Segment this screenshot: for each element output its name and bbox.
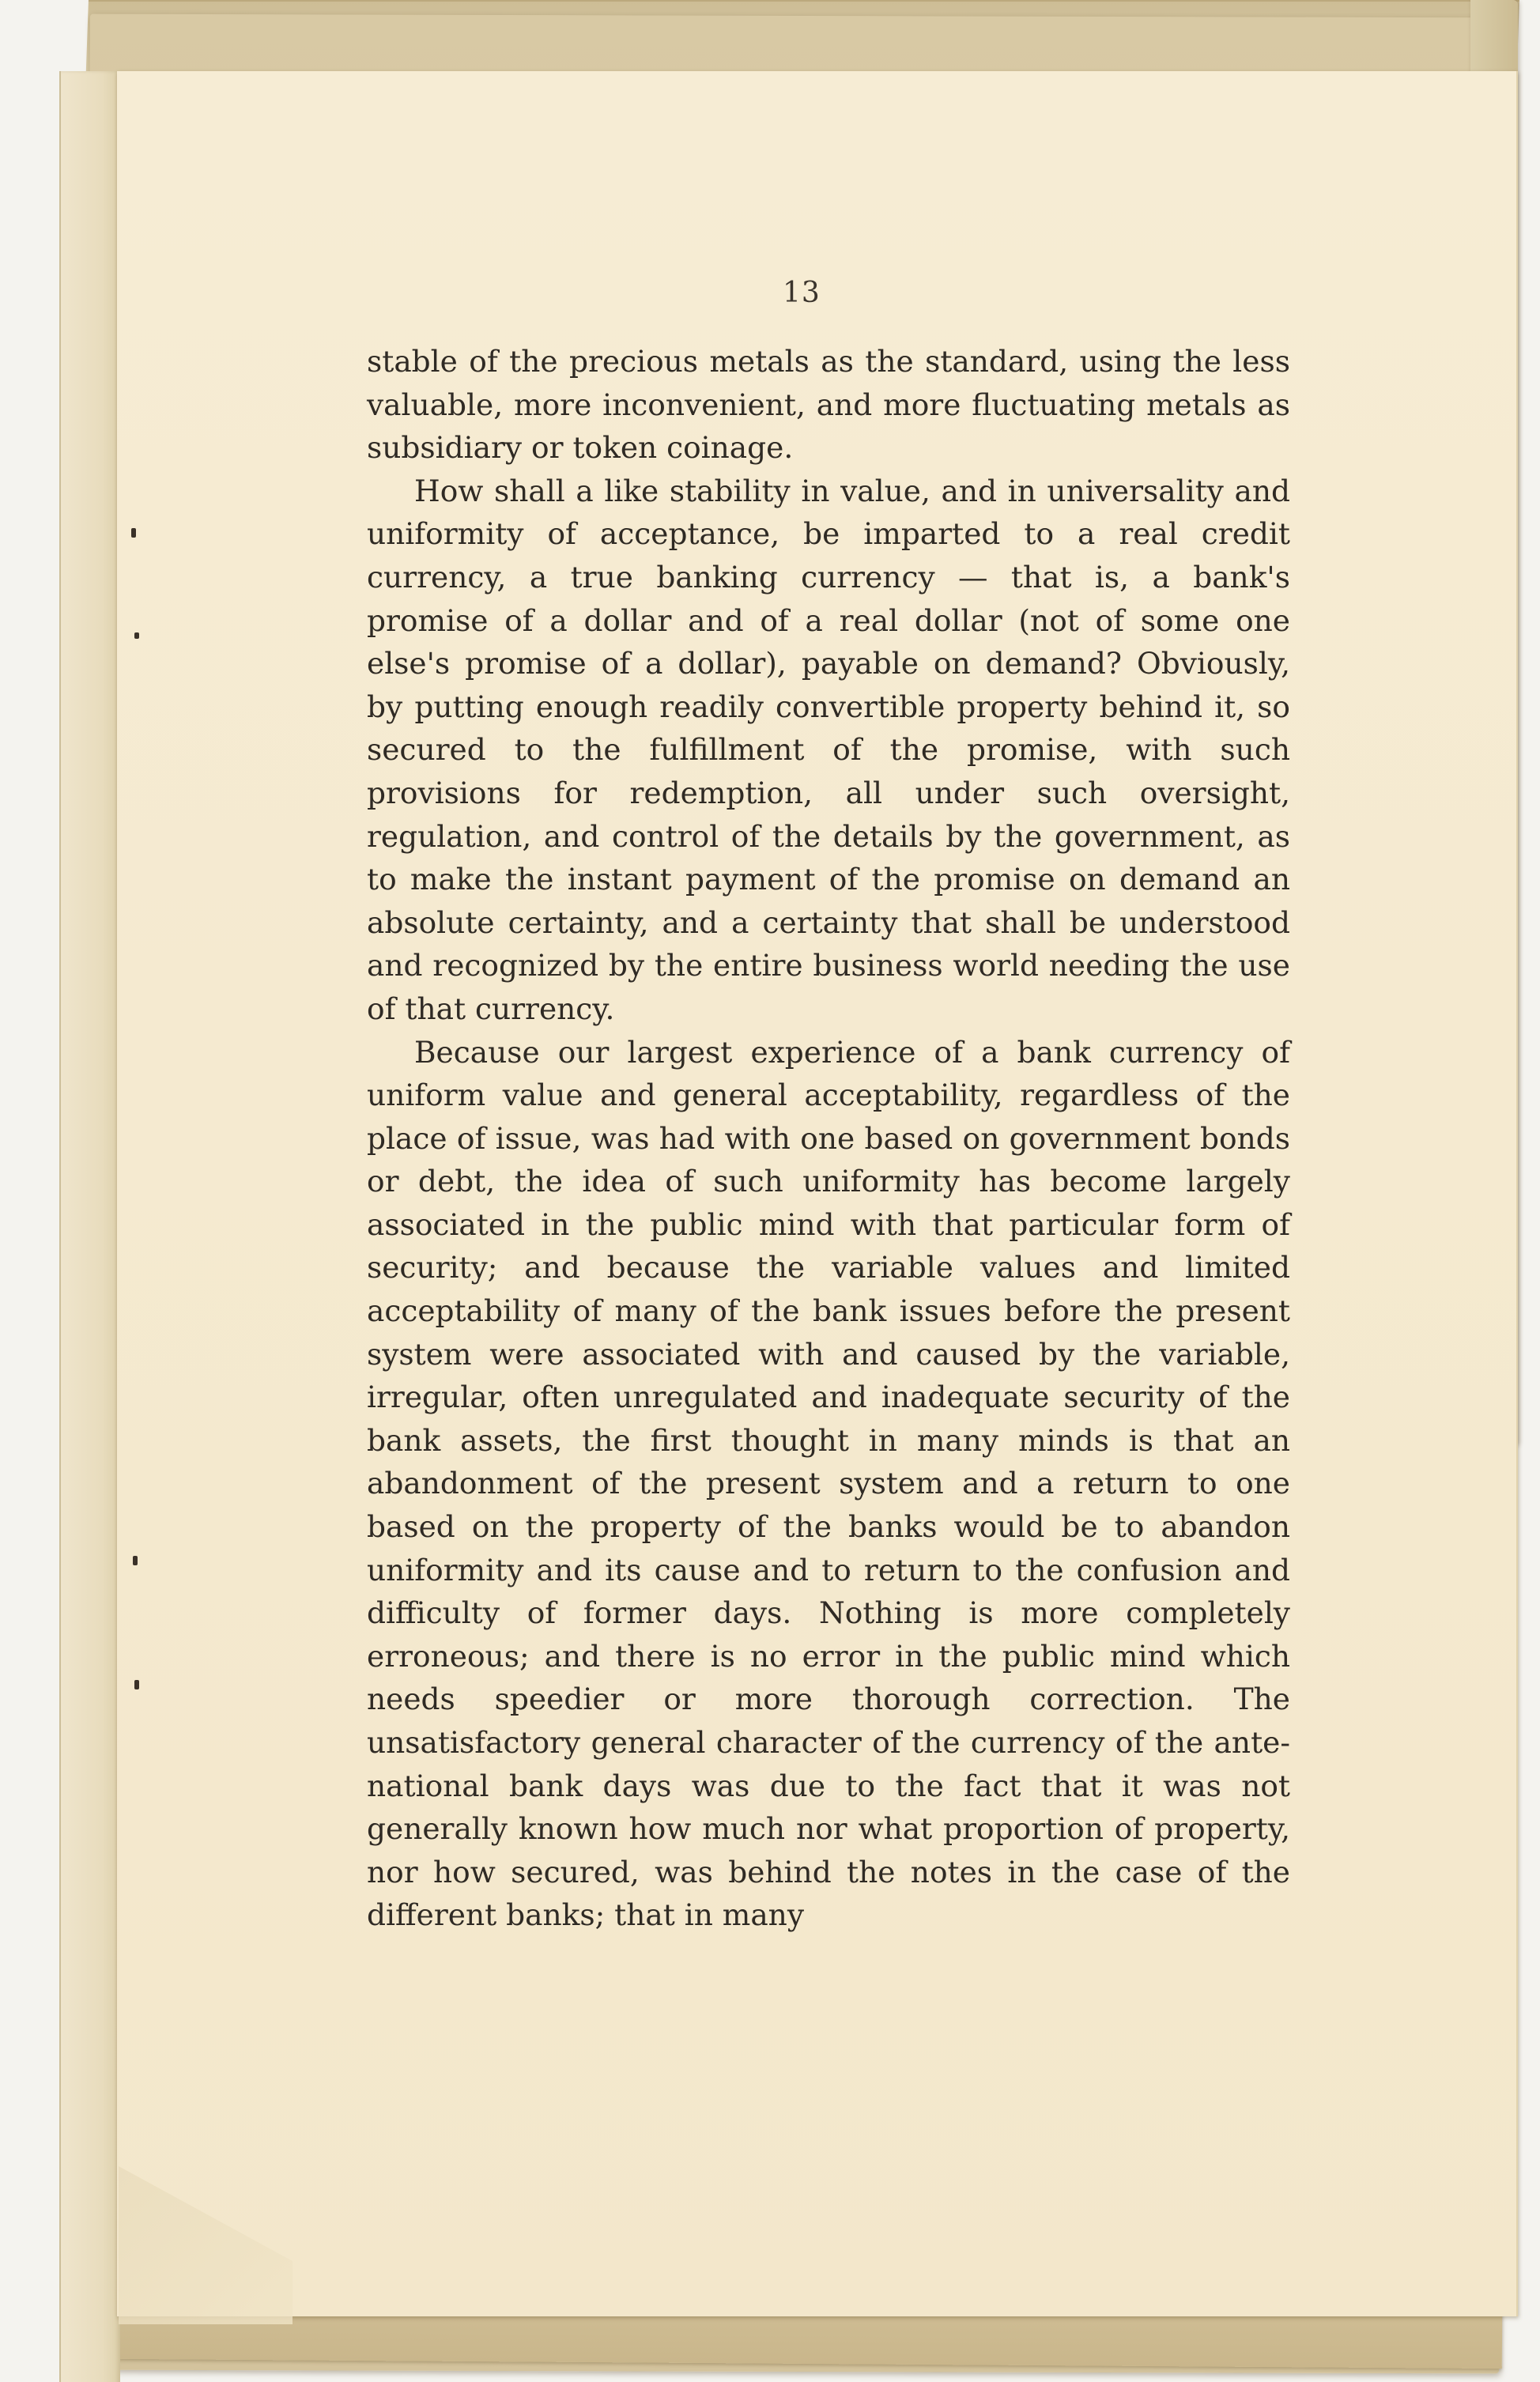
binding-mark — [134, 632, 139, 639]
page-fold-edge — [59, 71, 120, 2382]
paragraph: How shall a like stability in value, and in universality and uniformity of acceptance, be imparted to a real credit currency, a true banking currency — that is, a bank's promise of a dollar and of a real dollar (not of some one else's promise of a dollar), payable on demand? Obviously, by putting enough readily convertible property behind it, so secured to the fulfillment of the promise, with such provisions for redemption, all under such oversight, regulation, and control of the details by the government, as to make the instant payment of the promise on demand an absolute certainty, and a certainty that shall be understood and recognized by the entire business world needing the use of that currency. — [367, 473, 1290, 1026]
paragraph: Because our largest experience of a bank currency of uniform value and general acceptability, regardless of the place of issue, was had with one based on government bonds or debt, the idea of such uniformity has become largely associated in the public mind with that particular form of security; and because the variable values and limited acceptability of many of the bank issues before the present system were associated with and caused by the variable, irregular, often unregulated and inadequate security of the bank assets, the first thought in many minds is that an abandonment of the present system and a return to one based on the property of the banks would be to abandon uniformity and its cause and to return to the confusion and difficulty of former days. Nothing is more completely erroneous; and there is no error in the public mind which needs speedier or more thorough correction. The unsatisfactory general character of the currency of the ante-national bank days was due to the fact that it was not generally known how much nor what proportion of property, nor how secured, was behind the notes in the case of the different banks; that in many — [367, 1034, 1290, 1933]
body-text — [367, 340, 1290, 1937]
binding-mark — [133, 1556, 138, 1565]
binding-mark — [134, 1680, 139, 1689]
paragraph: stable of the precious metals as the standard, using the less valuable, more inconvenient, and more fluctuating metals as subsidiary or token coinage. — [367, 344, 1290, 466]
binding-mark — [131, 528, 136, 538]
page-number: 13 — [783, 277, 821, 309]
